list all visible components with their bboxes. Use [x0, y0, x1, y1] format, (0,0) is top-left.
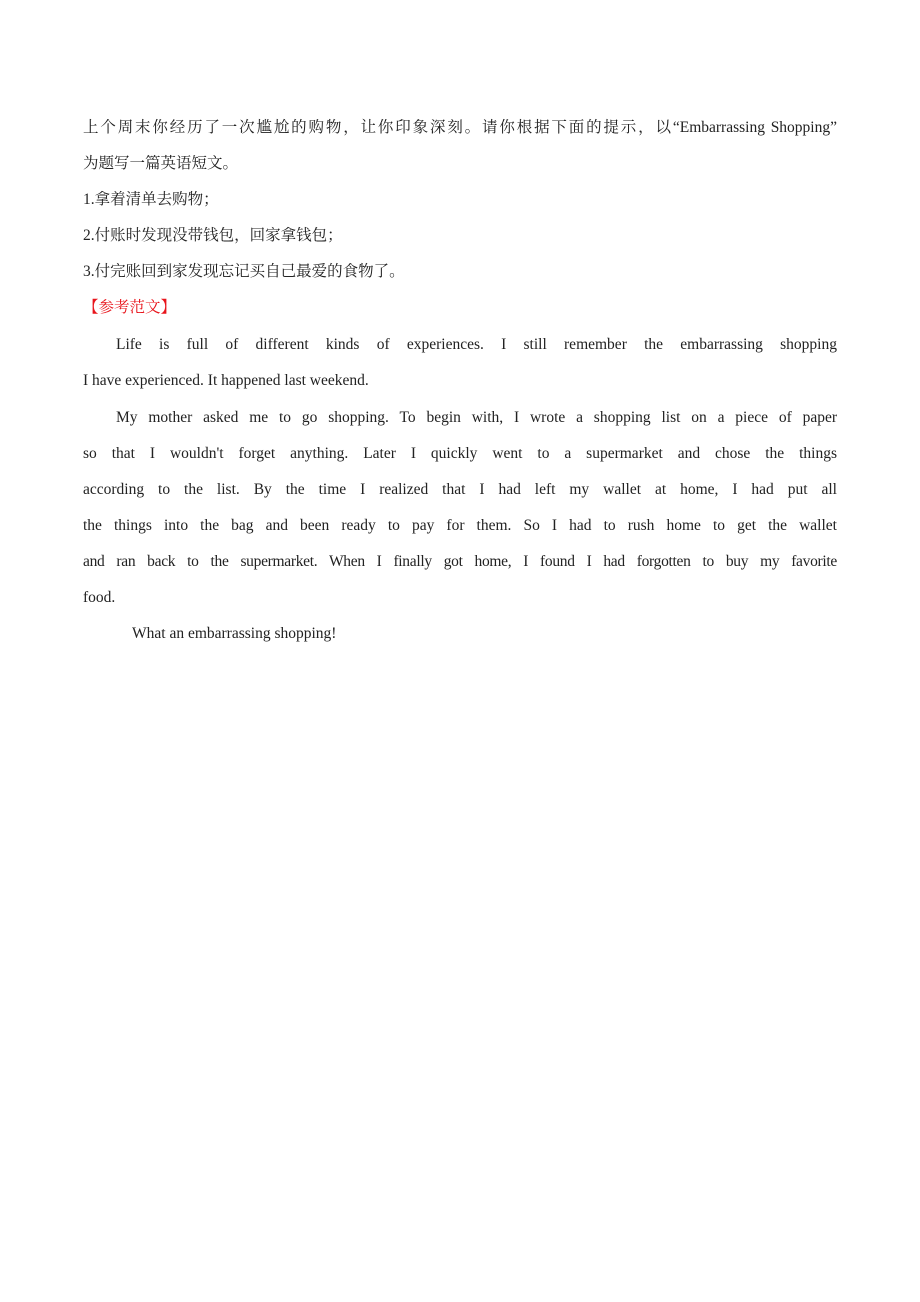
essay-line: according to the list. By the time I realized that I had left my wallet at home, I had put all	[83, 481, 837, 498]
essay-line: the things into the bag and been ready to pay for them. So I had to rush home to get the wallet	[83, 517, 837, 534]
essay-closing: What an embarrassing shopping!	[132, 625, 337, 642]
essay-line: My mother asked me to go shopping. To begin with, I wrote a shopping list on a piece of paper	[116, 409, 837, 426]
essay-line: Life is full of different kinds of experiences. I still remember the embarrassing shopping	[116, 336, 837, 353]
hint-1: 1.拿着清单去购物；	[83, 191, 219, 208]
hint-3: 3.付完账回到家发现忘记买自己最爱的食物了。	[83, 263, 405, 280]
sample-heading: 【参考范文】	[83, 299, 177, 316]
prompt-line-1: 上个周末你经历了一次尴尬的购物，让你印象深刻。请你根据下面的提示，以“Embarrassing Shopping”	[83, 119, 837, 136]
essay-line: so that I wouldn't forget anything. Later I quickly went to a supermarket and chose the things	[83, 445, 837, 462]
prompt-line-2: 为题写一篇英语短文。	[83, 155, 239, 172]
essay-line: I have experienced. It happened last weekend.	[83, 372, 369, 389]
hint-2: 2.付账时发现没带钱包，回家拿钱包；	[83, 227, 343, 244]
essay-line: and ran back to the supermarket. When I finally got home, I found I had forgotten to buy my favorite	[83, 553, 837, 570]
essay-line: food.	[83, 589, 116, 606]
